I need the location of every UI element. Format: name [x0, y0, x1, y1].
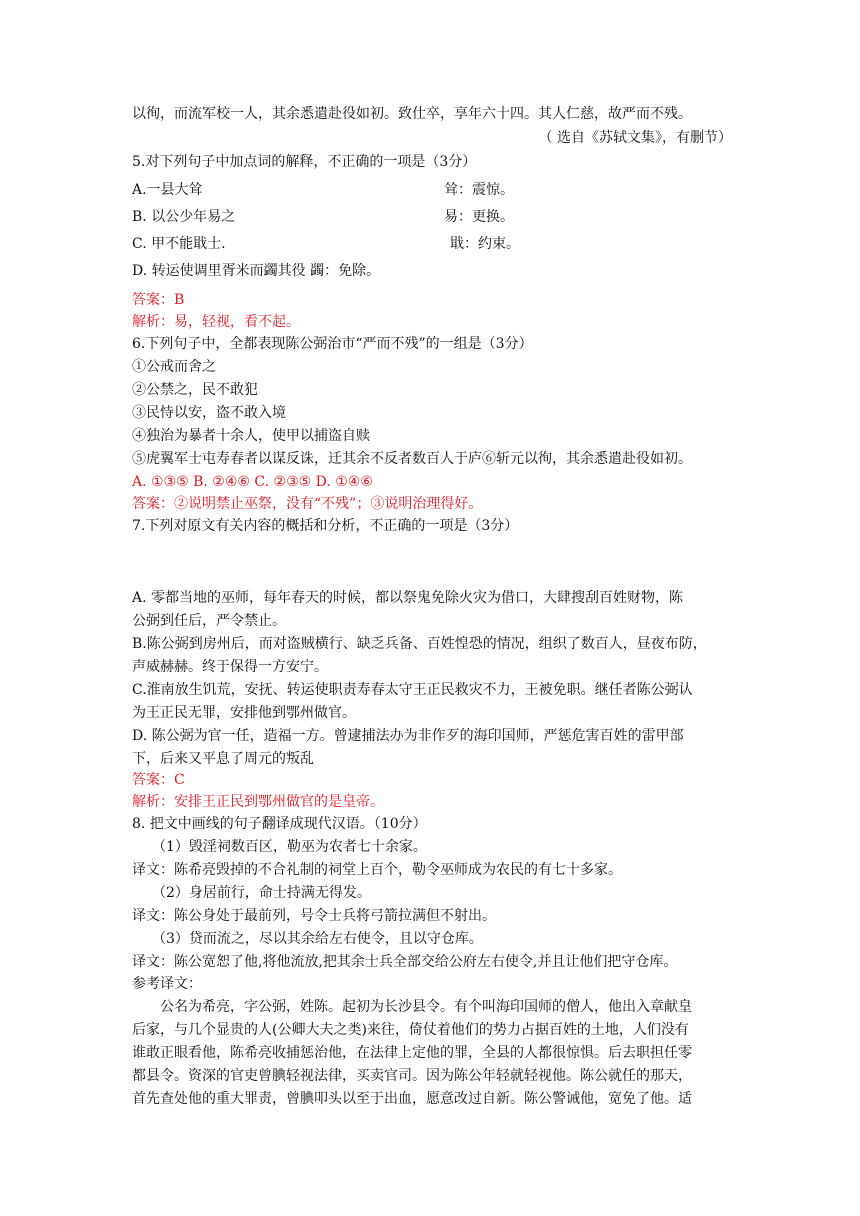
item-6-5-6: ⑤虎翼军士屯寿春者以谋反诛，迁其余不反者数百人于庐⑥斩元以徇，其余悉遣赴役如初。	[132, 451, 692, 467]
option-5b-gloss: 易：更换。	[444, 209, 514, 225]
option-7d-line-2: 下，后来又平息了周元的叛乱	[132, 751, 314, 767]
option-5c-gloss: 戢：约束。	[450, 236, 520, 252]
answer-7: 答案：C	[132, 772, 185, 788]
option-5b-text: B. 以公少年易之	[132, 209, 236, 225]
option-7b-line-2: 声威赫赫。终于保得一方安宁。	[132, 659, 328, 675]
option-5a-gloss: 耸：震惊。	[444, 182, 514, 198]
reference-line-4: 都县令。资深的官吏曾腆轻视法律，买卖官司。因为陈公年轻就轻视他。陈公就任的那天，	[132, 1068, 692, 1084]
question-7-title: 7.下列对原文有关内容的概括和分析，不正确的一项是（3分）	[132, 518, 519, 534]
option-7a-line-2: 公弼到任后，严令禁止。	[132, 613, 286, 629]
sentence-8-1: （1）毁淫祠数百区，勒巫为农者七十余家。	[152, 839, 427, 855]
translation-8-1: 译文：陈希亮毁掉的不合礼制的祠堂上百个，勒令巫师成为农民的有七十多家。	[132, 862, 622, 878]
source-note: （ 选自《苏轼文集》，有删节）	[538, 130, 732, 146]
option-7d-line-1: D. 陈公弼为官一任，造福一方。曾逮捕法办为非作歹的海印国师，严惩危害百姓的雷甲部	[132, 728, 684, 744]
option-5b	[132, 207, 732, 227]
option-5d	[132, 261, 732, 281]
sentence-8-3: （3）贷而流之，尽以其余给左右使令，且以守仓库。	[152, 931, 483, 947]
question-5-title: 5.对下列句子中加点词的解释，不正确的一项是（3分）	[132, 154, 477, 170]
reference-line-2: 后家，与几个显贵的人(公卿大夫之类)来往，倚仗着他们的势力占据百姓的土地，人们没有	[132, 1022, 689, 1038]
option-7c-line-1: C.淮南放生饥荒，安抚、转运使职责寿春太守王正民救灾不力，王被免职。继任者陈公弼认	[132, 682, 693, 698]
option-5d-gloss: 蠲：免除。	[310, 263, 381, 279]
answer-6: 答案：②说明禁止巫祭，没有“不残”；③说明治理得好。	[132, 496, 483, 512]
item-6-3: ③民恃以安，盗不敢入境	[132, 405, 286, 421]
option-5c-text: C. 甲不能戢士.	[132, 236, 226, 252]
analysis-7: 解析：安排王正民到鄂州做官的是皇帝。	[132, 794, 384, 810]
option-5a	[132, 180, 732, 200]
item-6-2: ②公禁之，民不敢犯	[132, 382, 258, 398]
translation-8-2: 译文：陈公身处于最前列，号令士兵将弓箭拉满但不射出。	[132, 908, 496, 924]
sentence-8-2: （2）身居前行，命士持满无得发。	[152, 885, 371, 901]
option-7b-line-1: B.陈公弼到房州后，而对盗贼横行、缺乏兵备、百姓惶恐的情况，组织了数百人，昼夜布防，	[132, 636, 707, 652]
text-line-1: 以徇，而流军校一人，其余悉遣赴役如初。致仕卒，享年六十四。其人仁慈，故严而不残。	[132, 106, 692, 122]
question-8-title: 8. 把文中画线的句子翻译成现代汉语。（10分）	[132, 816, 427, 832]
analysis-5: 解析：易，轻视，看不起。	[132, 314, 300, 330]
option-5c	[132, 234, 732, 254]
translation-8-3: 译文：陈公宽恕了他,将他流放,把其余士兵全部交给公府左右使令,并且让他们把守仓库。	[132, 954, 678, 970]
reference-line-3: 谁敢正眼看他，陈希亮收捕惩治他，在法律上定他的罪，全县的人都很惊惧。后去职担任零	[132, 1045, 692, 1061]
option-5d-text: D. 转运使调里胥米而蠲其役	[132, 263, 306, 279]
answer-5: 答案：B	[132, 292, 185, 308]
option-7c-line-2: 为王正民无罪，安排他到鄂州做官。	[132, 705, 356, 721]
option-5a-text: A.一县大耸	[132, 182, 203, 198]
reference-line-5: 首先查处他的重大罪责，曾腆叩头以至于出血，愿意改过自新。陈公警诫他，宽免了他。适	[132, 1091, 692, 1107]
reference-line-1: 公名为希亮，字公弼，姓陈。起初为长沙县令。有个叫海印国师的僧人，他出入章献皇	[160, 999, 692, 1015]
item-6-1: ①公戒而舍之	[132, 359, 216, 375]
options-6: A. ①③⑤ B. ②④⑥ C. ②③⑤ D. ①④⑥	[132, 474, 373, 490]
question-6-title: 6.下列句子中，全都表现陈公弼治市“严而不残”的一组是（3分）	[132, 336, 533, 352]
reference-translation-label: 参考译文：	[132, 976, 202, 992]
item-6-4: ④独治为暴者十余人，使甲以捕盗自赎	[132, 428, 370, 444]
option-7a-line-1: A. 零都当地的巫师，每年春天的时候，都以祭鬼免除火灾为借口，大肆搜刮百姓财物，陈	[132, 590, 684, 606]
